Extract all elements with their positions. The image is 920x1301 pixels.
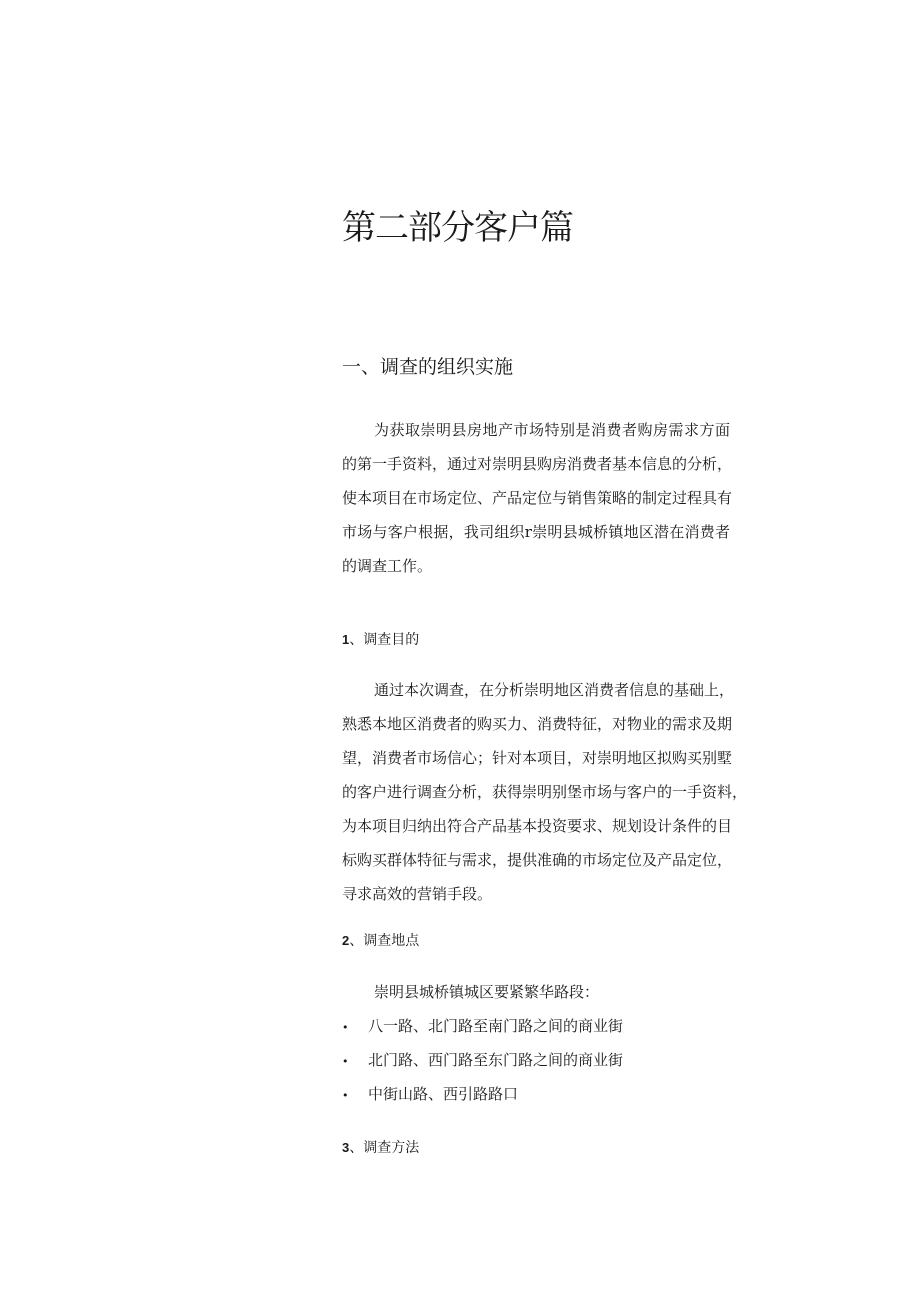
list-item <box>342 1083 518 1104</box>
list-item-text: 北门路、西门路至东门路之间的商业街 <box>368 1051 624 1069</box>
subheading-label: 、调查地点 <box>349 933 420 949</box>
list-item-text: 中街山路、西引路路口 <box>368 1085 519 1103</box>
list-item <box>342 1015 623 1036</box>
paragraph-line: 标购买群体特征与需求，提供准确的市场定位及产品定位， <box>342 851 733 869</box>
bullet-icon: • <box>342 1054 349 1068</box>
paragraph-line: 为本项目归纳出符合产品基本投资要求、规划设计条件的目 <box>342 817 733 835</box>
paragraph-line: 的第一手资料，通过对崇明县购房消费者基本信息的分析， <box>342 455 733 473</box>
bullet-icon: • <box>342 1088 349 1102</box>
list-item-text: 八一路、北门路至南门路之间的商业街 <box>368 1017 624 1035</box>
paragraph-line: 通过本次调查，在分析崇明地区消费者信息的基础上， <box>374 681 735 699</box>
location-intro: 崇明县城桥镇城区要紧繁华路段： <box>374 983 600 1001</box>
subheading-number: 2 <box>342 933 350 948</box>
paragraph-line: 寻求高效的营销手段。 <box>342 885 493 903</box>
subheading-label: 、调查目的 <box>349 632 420 648</box>
paragraph-line: 为获取崇明县房地产市场特别是消费者购房需求方面 <box>374 421 730 439</box>
subheading-survey-location <box>342 930 419 950</box>
paragraph-line: 使本项目在市场定位、产品定位与销售策略的制定过程具有 <box>342 489 733 507</box>
paragraph-line: 熟悉本地区消费者的购买力、消费特征，对物业的需求及期 <box>342 715 733 733</box>
subheading-number: 3 <box>342 1140 350 1155</box>
paragraph-line: 的调查工作。 <box>342 557 433 575</box>
section-heading-survey-implementation: 一、调查的组织实施 <box>342 356 514 378</box>
paragraph-line: 望，消费者市场信心；针对本项目，对崇明地区拟购买别墅 <box>342 749 733 767</box>
paragraph-line: 的客户进行调查分析，获得崇明别堡市场与客户的一手资料， <box>342 783 748 801</box>
list-item <box>342 1049 623 1070</box>
subheading-survey-method <box>342 1137 419 1157</box>
page-title: 第二部分客户篇 <box>342 208 573 248</box>
subheading-number: 1 <box>342 632 350 647</box>
bullet-icon: • <box>342 1020 349 1034</box>
purpose-paragraph <box>342 673 748 911</box>
paragraph-line: 市场与客户根据，我司组织r崇明县城桥镇地区潜在消费者 <box>342 523 730 541</box>
subheading-survey-purpose <box>342 629 419 649</box>
intro-paragraph <box>342 413 733 583</box>
subheading-label: 、调查方法 <box>349 1140 420 1156</box>
